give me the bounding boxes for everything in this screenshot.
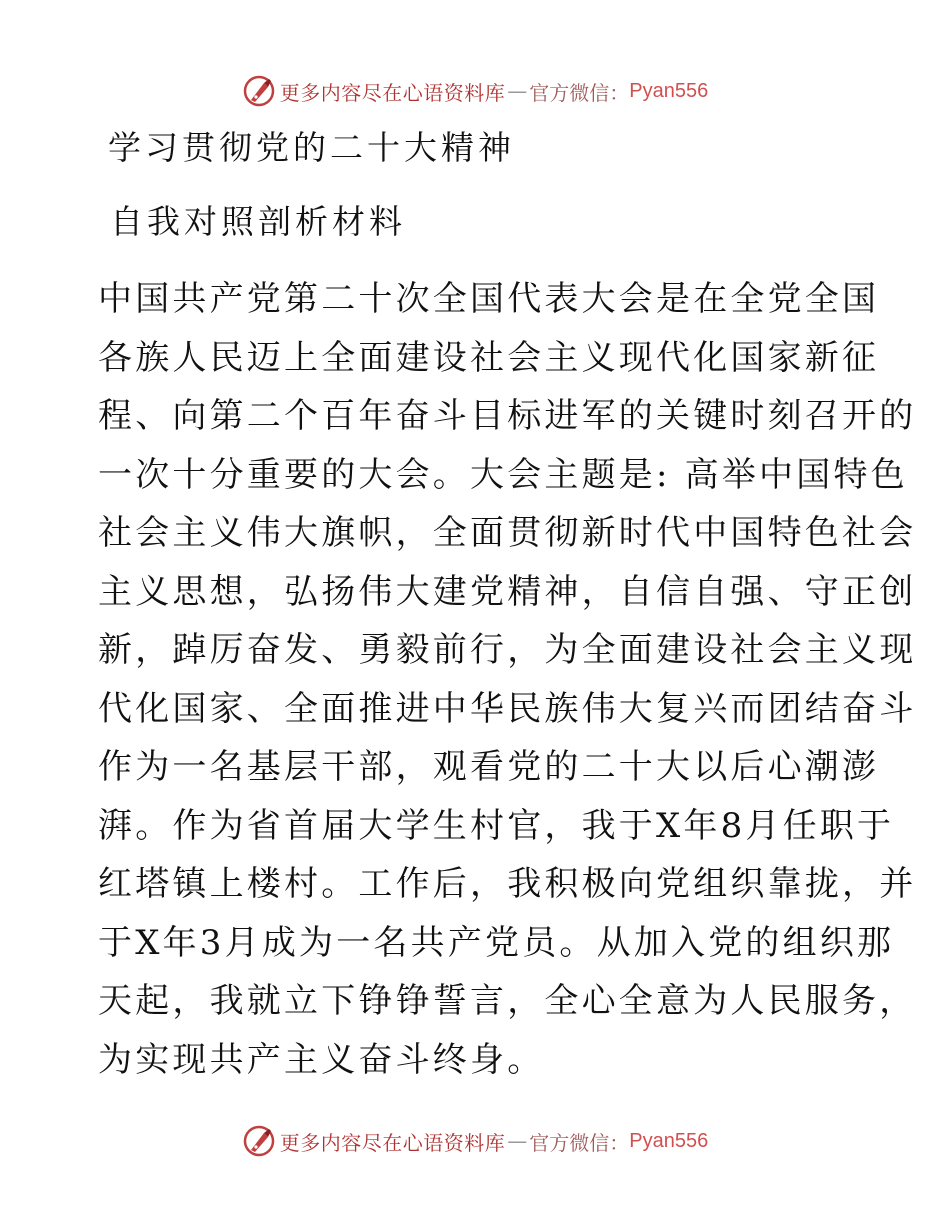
text-line: 程、向第二个百年奋斗目标进军的关键时刻召开的 (98, 396, 917, 436)
text-line: 主义思想，弘扬伟大建党精神，自信自强、守正创 (98, 571, 917, 612)
text-line: 新，踔厉奋发、勇毅前行，为全面建设社会主义现 (98, 630, 917, 670)
banner-text: 更多内容尽在心语资料库 (279, 1130, 506, 1155)
watermark-banner-top (0, 71, 950, 111)
text-line: 红塔镇上楼村。工作后，我积极向党组织靠拢，并 (98, 864, 917, 904)
pen-nib-icon (242, 1124, 276, 1158)
banner-text: 更多内容尽在心语资料库 (279, 80, 506, 105)
banner-separator: — (507, 1129, 528, 1153)
text-line: 一次十分重要的大会。大会主题是: 高举中国特色 (98, 454, 908, 495)
text-line: 代化国家、全面推进中华民族伟大复兴而团结奋斗 (98, 688, 917, 729)
page-title: 学习贯彻党的二十大精神 (108, 128, 515, 167)
text-line: 湃。作为省首届大学生村官，我于X年8月任职于 (98, 805, 895, 846)
body-text (98, 270, 917, 1089)
banner-wechat-label: 官方微信： (529, 1130, 630, 1155)
banner-wechat-id: Pyan556 (629, 79, 709, 102)
text-line: 于X年3月成为一名共产党员。从加入党的组织那 (98, 922, 895, 963)
page-subtitle: 自我对照剖析材料 (110, 202, 406, 241)
pen-nib-icon (242, 74, 276, 108)
text-line: 各族人民迈上全面建设社会主义现代化国家新征 (98, 337, 880, 378)
text-line: 社会主义伟大旗帜，全面贯彻新时代中国特色社会 (98, 513, 917, 553)
watermark-banner-bottom (0, 1121, 950, 1161)
text-line: 为实现共产主义奋斗终身。 (98, 1039, 545, 1080)
banner-wechat-label: 官方微信： (529, 80, 630, 105)
text-line: 天起，我就立下铮铮誓言，全心全意为人民服务， (98, 981, 917, 1021)
banner-separator: — (507, 79, 528, 103)
text-line: 作为一名基层干部，观看党的二十大以后心潮澎 (98, 747, 880, 787)
text-line: 中国共产党第二十次全国代表大会是在全党全国 (98, 279, 880, 319)
banner-wechat-id: Pyan556 (629, 1129, 709, 1152)
